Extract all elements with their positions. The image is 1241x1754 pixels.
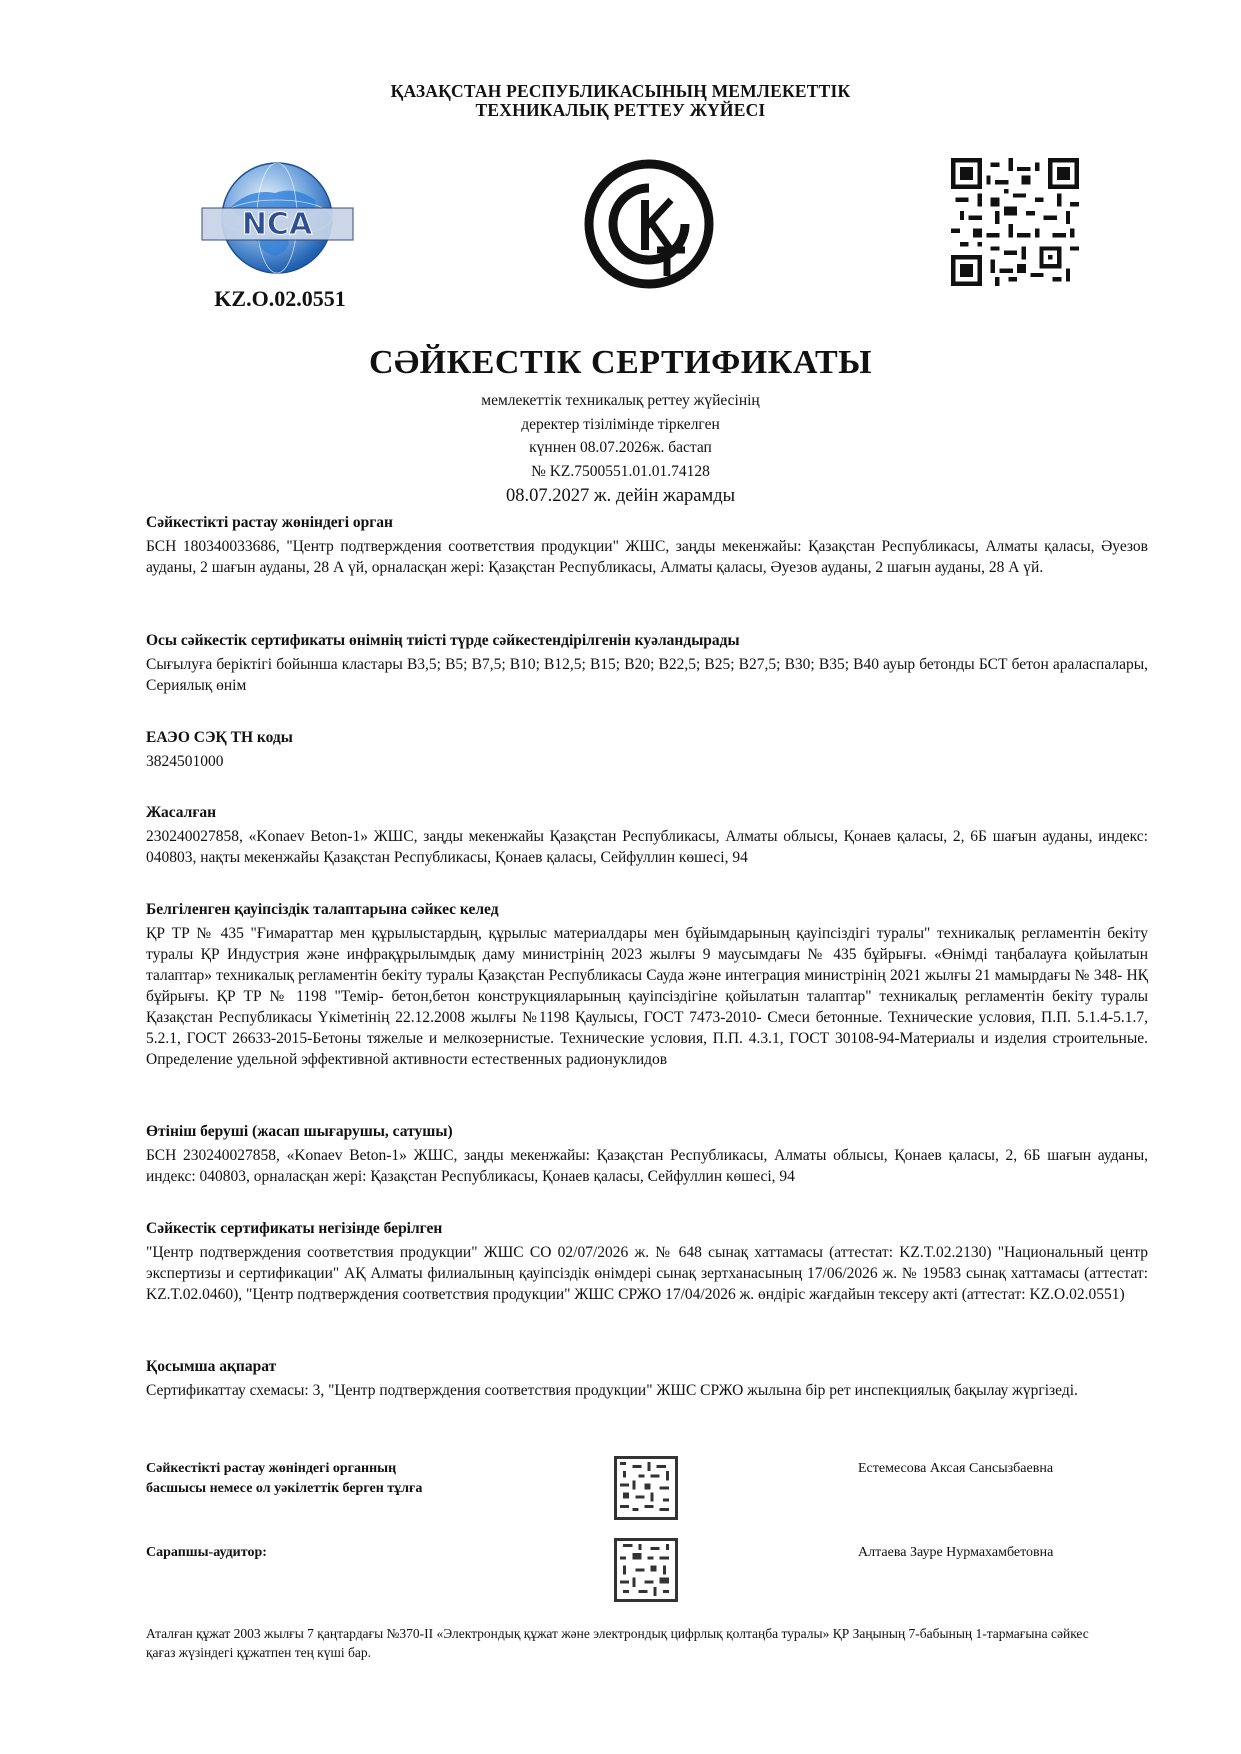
section-title: Қосымша ақпарат xyxy=(146,1358,277,1375)
header-line-1: ҚАЗАҚСТАН РЕСПУБЛИКАСЫНЫҢ МЕМЛЕКЕТТІК xyxy=(390,81,851,101)
registration-info xyxy=(0,389,1241,509)
issuer-header xyxy=(0,82,1241,120)
section-safety-requirements xyxy=(146,899,1148,1070)
validity-date: 08.07.2027 ж. дейін жарамды xyxy=(505,486,736,506)
section-title: Жасалған xyxy=(146,804,217,821)
certificate-title: СӘЙКЕСТІК СЕРТИФИКАТЫ xyxy=(368,344,873,381)
signature-qr-code-icon xyxy=(614,1456,678,1520)
section-certifies xyxy=(146,630,1148,696)
section-certification-body xyxy=(146,512,1148,578)
section-issued-basis xyxy=(146,1218,1148,1305)
section-text: 230240027858, «Konaev Beton-1» ЖШС, заңды мекенжайы Қазақстан Республикасы, Алматы облысы, Қонаев қаласы, 2, 6Б шағын ауданы, индекс: 040803, нақты мекенжайы Қазақстан Республикасы, Қонаев қаласы, Сейфуллин көшесі, 94 xyxy=(146,828,1148,866)
section-text: Сығылуға беріктігі бойынша кластары В3,5; В5; В7,5; В10; В12,5; В15; В20; В22,5; В25; В27,5; В30; В35; В40 ауыр бетонды БСТ бетон араласпалары, Сериялық өнім xyxy=(146,656,1148,694)
auditor-name: Алтаева Зауре Нурмахамбетовна xyxy=(858,1545,1054,1560)
auditor-qr-code-icon xyxy=(614,1538,678,1602)
nca-logo xyxy=(200,158,355,283)
section-title: Өтініш беруші (жасап шығарушы, сатушы) xyxy=(146,1123,453,1140)
section-manufactured xyxy=(146,802,1148,868)
head-signatory-name: Естемесова Аксая Сансызбаевна xyxy=(858,1461,1054,1476)
section-text: "Центр подтверждения соответствия продукции" ЖШС СО 02/07/2026 ж. № 648 сынақ хаттамасы (аттестат: KZ.T.02.2130) "Национальный центр экспертизы и сертификации" АҚ Алматы филиалының қауіпсіздік өнімдері сынақ зертханасының 17/06/2026 ж. № 19583 сынақ хаттамасы (аттестат: KZ.T.02.0460), "Центр подтверждения соответствия продукции" ЖШС СРЖО 17/04/2026 ж. өндіріс жағдайын тексеру акті (аттестат: KZ.O.02.0551) xyxy=(146,1244,1148,1303)
section-text: 3824501000 xyxy=(146,753,224,770)
section-text: БСН 230240027858, «Konaev Beton-1» ЖШС, заңды мекенжайы: Қазақстан Республикасы, Алматы облысы, Қонаев қаласы, 2, 6Б шағын ауданы, индекс: 040803, орналасқан жері: Қазақстан Республикасы, Қонаев қаласы, Сейфуллин көшесі, 94 xyxy=(146,1147,1148,1185)
registration-date: күннен 08.07.2026ж. бастап xyxy=(529,439,712,456)
section-title: Сәйкестік сертификаты негізінде берілген xyxy=(146,1220,443,1237)
qr-code-icon xyxy=(951,158,1079,286)
section-applicant xyxy=(146,1121,1148,1187)
kz-conformity-mark-icon xyxy=(583,158,715,290)
nca-logo-text: NCA xyxy=(241,207,313,242)
nca-accreditation-code: KZ.O.02.0551 xyxy=(214,286,346,311)
section-title: Сәйкестікті растау жөніндегі орган xyxy=(146,514,393,531)
auditor-signature-label: Сарапшы-аудитор: xyxy=(146,1545,267,1560)
section-title: Белгіленген қауіпсіздік талаптарына сәйкес келед xyxy=(146,901,499,918)
registration-line-1: мемлекеттік техникалық реттеу жүйесінің xyxy=(481,392,760,409)
section-title: ЕАЭО СЭҚ ТН коды xyxy=(146,729,293,746)
head-signature-label: Сәйкестікті растау жөніндегі органның басшысы немесе ол уәкілеттік берген тұлға xyxy=(146,1461,423,1496)
header-line-2: ТЕХНИКАЛЫҚ РЕТТЕУ ЖҮЙЕСІ xyxy=(475,100,766,120)
section-text: БСН 180340033686, "Центр подтверждения соответствия продукции" ЖШС, заңды мекенжайы: Қазақстан Республикасы, Алматы қаласы, Әуезов ауданы, 2 шағын ауданы, 28 А үй, орналасқан жері: Қазақстан Республикасы, Алматы қаласы, Әуезов ауданы, 2 шағын ауданы, 28 А үй. xyxy=(146,538,1148,576)
registration-line-2: деректер тізілімінде тіркелген xyxy=(521,415,720,433)
section-additional-info xyxy=(146,1356,1148,1401)
section-text: Сертификаттау схемасы: 3, "Центр подтверждения соответствия продукции" ЖШС СРЖО жылына бір рет инспекциялық бақылау жүргізеді. xyxy=(146,1382,1078,1399)
section-title: Осы сәйкестік сертификаты өнімнің тиісті түрде сәйкестендірілгенін куәландырады xyxy=(146,632,740,649)
section-text: ҚР ТР № 435 "Ғимараттар мен құрылыстардың, құрылыс материалдары мен бұйымдарының қауіпсіздігі туралы" техникалық регламентін бекіту туралы ҚР Индустрия және инфрақұрылымдық даму министрінің 2023 жылғы 9 маусымдағы № 435 бұйрығы. «Өнімді таңбалауға қойылатын талаптар» техникалық регламентін бекіту туралы Қазақстан Республикасы Сауда және интеграция министрінің 2021 жылғы 21 мамырдағы № 348- НҚ бұйрығы. ҚР ТР № 1198 "Темір- бетон,бетон конструкцияларының қауіпсіздігіне қойылатын талаптар" техникалық регламентін бекіту туралы Қазақстан Республикасы Үкіметінің 22.12.2008 жылғы №1198 Қаулысы, ГОСТ 7473-2010- Смеси бетонные. Технические условия, П.П. 5.1.4-5.1.7, 5.2.1, ГОСТ 26633-2015-Бетоны тяжелые и мелкозернистые. Технические условия, П.П. 4.3.1, ГОСТ 30108-94-Материалы и изделия строительные. Определение удельной эффективной активности естественных радионуклидов xyxy=(146,925,1148,1068)
section-hs-code xyxy=(146,727,1148,772)
legal-footnote: Аталған құжат 2003 жылғы 7 қаңтардағы №370-II «Электрондық құжат және электрондық цифрлық қолтаңба туралы» ҚР Заңының 7-бабының 1-тармағына сәйкес қағаз жүзіндегі құжатпен тең күші бар. xyxy=(146,1626,1089,1660)
registration-number: № KZ.7500551.01.01.74128 xyxy=(531,462,710,480)
